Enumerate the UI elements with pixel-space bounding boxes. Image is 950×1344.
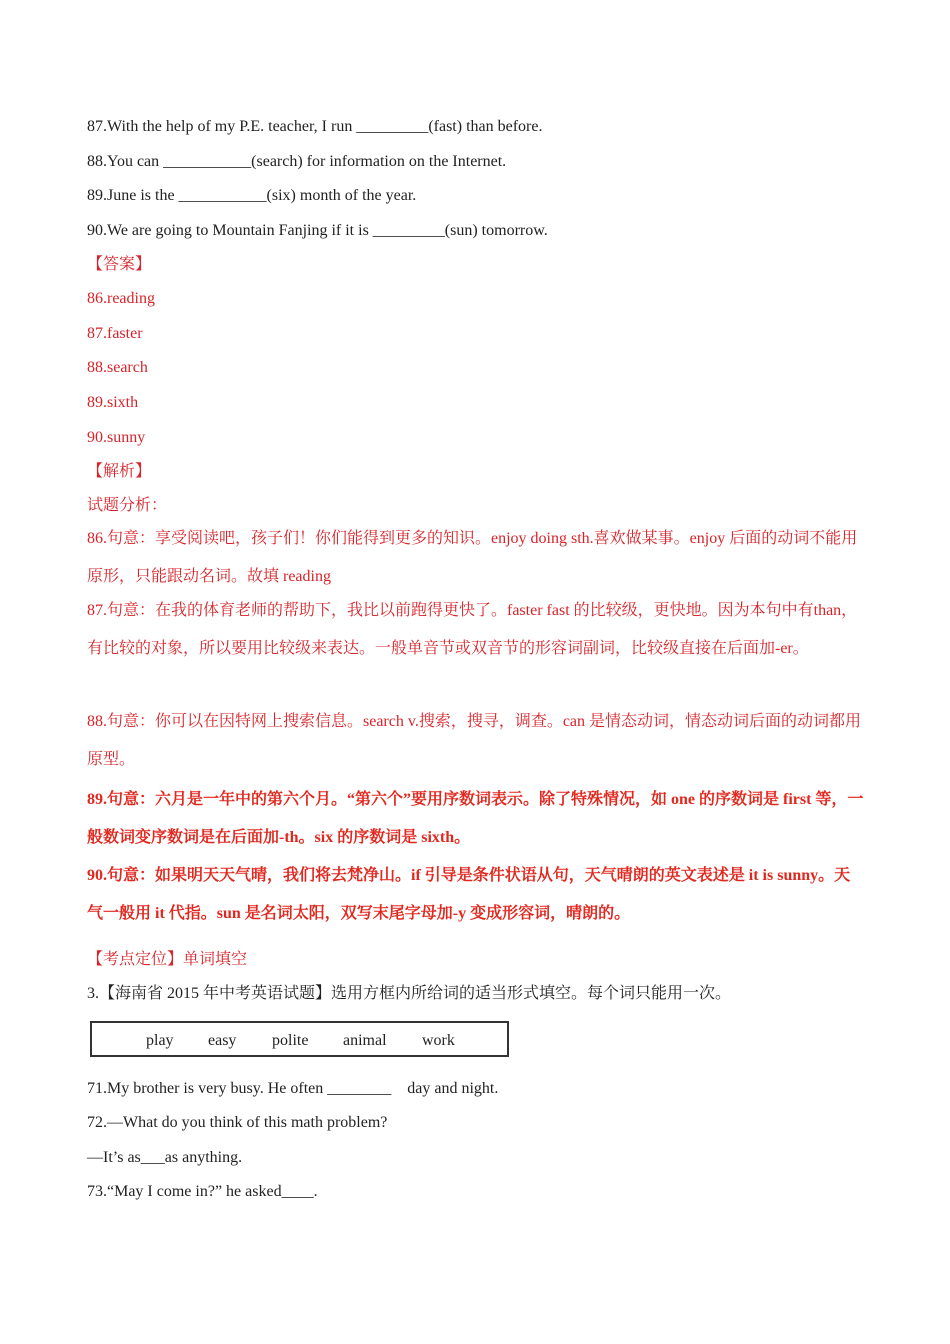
explanation-87: 87.句意：在我的体育老师的帮助下，我比以前跑得更快了。faster fast 的比较级，更快地。因为本句中有than，有比较的对象，所以要用比较级来表达。一般单音节或双音节的形容词副词，比较级直接在后面加-er。 (87, 602, 858, 657)
question-72-response: —It’s as___as anything. (87, 1149, 243, 1166)
answer-90: 90.sunny (87, 429, 146, 446)
option-word: work (422, 1032, 455, 1049)
analysis-intro: 试题分析： (87, 497, 168, 514)
question-72: 72.—What do you think of this math problem? (87, 1114, 388, 1131)
answer-header: 【答案】 (87, 256, 152, 273)
question-3-title: 3.【海南省 2015 年中考英语试题】选用方框内所给词的适当形式填空。每个词只能用一次。 (87, 985, 732, 1002)
explanation-89: 89.句意：六月是一年中的第六个月。“第六个”要用序数词表示。除了特殊情况，如 one 的序数词是 first 等，一般数词变序数词是在后面加-th。six 的序数词是 sixth。 (87, 791, 864, 846)
option-word: polite (272, 1032, 309, 1049)
option-word: animal (343, 1032, 387, 1049)
option-word: easy (208, 1032, 237, 1049)
answer-86: 86.reading (87, 290, 155, 307)
answer-87: 87.faster (87, 325, 143, 342)
question-73: 73.“May I come in?” he asked____. (87, 1183, 318, 1200)
question-71: 71.My brother is very busy. He often ________ day and night. (87, 1080, 499, 1097)
analysis-header: 【解析】 (87, 463, 152, 480)
answer-89: 89.sixth (87, 394, 139, 411)
explanation-90: 90.句意：如果明天天气晴，我们将去梵净山。if 引导是条件状语从句，天气晴朗的英文表述是 it is sunny。天气一般用 it 代指。sun 是名词太阳，双写末尾字母加-y 变成形容词，晴朗的。 (87, 867, 851, 922)
option-word: play (146, 1032, 174, 1049)
answer-88: 88.search (87, 359, 148, 376)
question-88: 88.You can ___________(search) for information on the Internet. (87, 153, 507, 170)
explanation-88: 88.句意：你可以在因特网上搜索信息。search v.搜索，搜寻，调查。can 是情态动词，情态动词后面的动词都用原型。 (87, 713, 862, 768)
word-options-box (90, 1021, 509, 1057)
question-90: 90.We are going to Mountain Fanjing if it is _________(sun) tomorrow. (87, 222, 548, 239)
kaodian-label: 【考点定位】单词填空 (87, 951, 248, 968)
question-89: 89.June is the ___________(six) month of the year. (87, 187, 417, 204)
question-87: 87.With the help of my P.E. teacher, I run _________(fast) than before. (87, 118, 543, 135)
explanation-86: 86.句意：享受阅读吧，孩子们！你们能得到更多的知识。enjoy doing sth.喜欢做某事。enjoy 后面的动词不能用原形，只能跟动名词。故填 reading (87, 530, 858, 585)
